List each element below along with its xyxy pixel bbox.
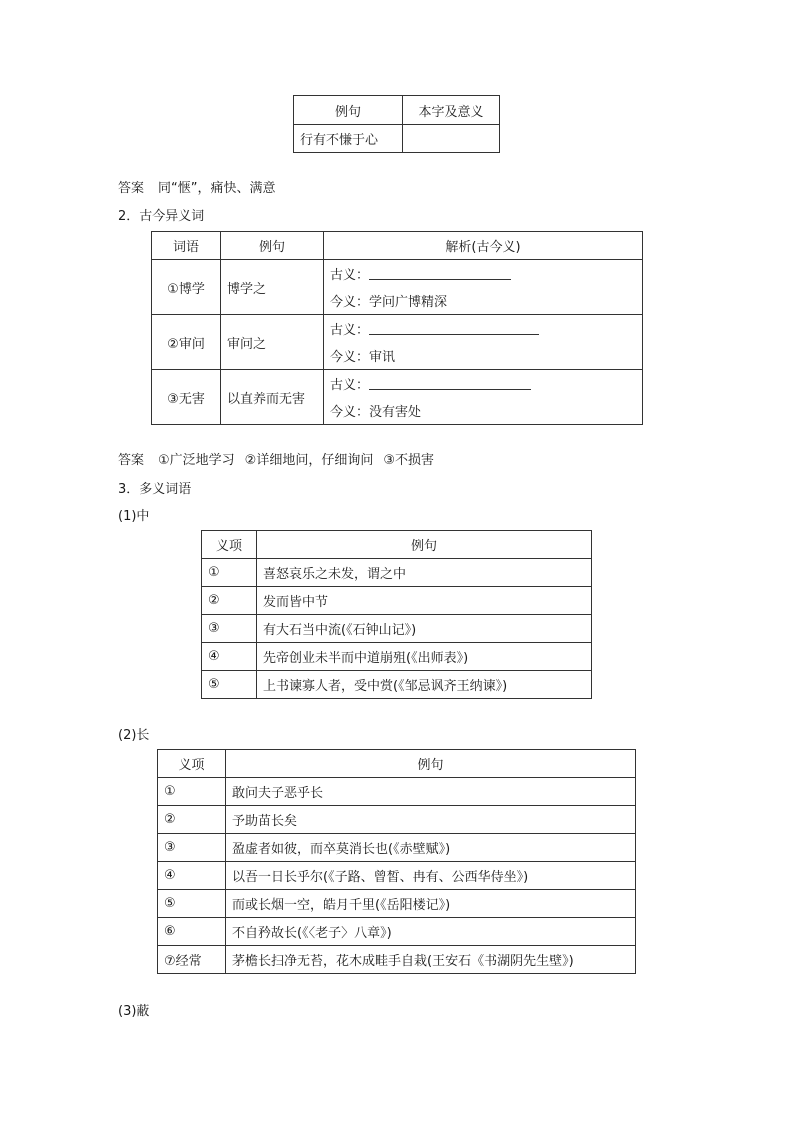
table-cell — [403, 125, 500, 153]
table-header: 例句 — [257, 531, 592, 559]
section-title: 2．古今异义词 — [118, 209, 205, 224]
table-cell: 予助苗长矣 — [226, 806, 636, 834]
table-header: 本字及意义 — [403, 96, 500, 125]
table-row — [202, 559, 592, 587]
table-row — [152, 370, 643, 425]
answer-label: 答案 — [118, 453, 145, 468]
subsection-title: (3)蔽 — [118, 1004, 150, 1019]
table-cell: ⑤ — [158, 890, 226, 918]
table-cell — [324, 315, 643, 370]
table-cell: 茅檐长扫净无苔，花木成畦手自栽(王安石《书湖阴先生壁》) — [226, 946, 636, 974]
table-cell: 有大石当中流(《石钟山记》) — [257, 615, 592, 643]
table-row — [152, 260, 643, 315]
answer-1 — [118, 177, 276, 196]
gu-label: 古义： — [330, 378, 370, 393]
table-row — [202, 671, 592, 699]
table-header: 义项 — [158, 750, 226, 778]
table-row — [202, 615, 592, 643]
table-cell: 不自矜故长(《〈老子〉八章》) — [226, 918, 636, 946]
chang-table — [157, 749, 636, 974]
table-cell: ② — [202, 587, 257, 615]
gu-label: 古义： — [330, 268, 370, 283]
table-cell: 敢问夫子恶乎长 — [226, 778, 636, 806]
table-cell: 博学之 — [221, 260, 324, 315]
table-cell: 以吾一日长乎尔(《子路、曾皙、冉有、公西华侍坐》) — [226, 862, 636, 890]
table-cell: ①博学 — [152, 260, 221, 315]
subsection-title: (1)中 — [118, 509, 150, 524]
answer-text: 同“惬”，痛快、满意 — [158, 181, 276, 196]
table-header: 解析(古今义) — [324, 232, 643, 260]
table-cell: 审问之 — [221, 315, 324, 370]
table-header: 义项 — [202, 531, 257, 559]
table-row — [158, 778, 636, 806]
table-cell: ③无害 — [152, 370, 221, 425]
section-title: 3．多义词语 — [118, 482, 192, 497]
jin-text: 今义：审讯 — [330, 350, 396, 365]
gujin-table — [151, 231, 643, 425]
table-cell: ② — [158, 806, 226, 834]
table-header: 词语 — [152, 232, 221, 260]
table-cell: 以直养而无害 — [221, 370, 324, 425]
answer-item: ①广泛地学习 — [158, 453, 235, 468]
table-row — [202, 587, 592, 615]
answer-blank — [369, 322, 539, 335]
table-cell — [324, 260, 643, 315]
table-cell: ③ — [202, 615, 257, 643]
answer-label: 答案 — [118, 181, 145, 196]
table-row — [152, 315, 643, 370]
table-row — [158, 806, 636, 834]
table-cell: ⑤ — [202, 671, 257, 699]
table-cell: ②审问 — [152, 315, 221, 370]
table-cell: 行有不慊于心 — [294, 125, 403, 153]
answer-blank — [369, 267, 511, 280]
tongjia-table — [293, 95, 500, 153]
gu-label: 古义： — [330, 323, 370, 338]
answer-item: ③不损害 — [383, 453, 434, 468]
table-row — [158, 834, 636, 862]
table-row — [202, 643, 592, 671]
jin-text: 今义：没有害处 — [330, 405, 422, 420]
table-header: 例句 — [294, 96, 403, 125]
table-header: 例句 — [221, 232, 324, 260]
table-cell: 先帝创业未半而中道崩殂(《出师表》) — [257, 643, 592, 671]
table-cell: 而或长烟一空，皓月千里(《岳阳楼记》) — [226, 890, 636, 918]
table-cell: ⑥ — [158, 918, 226, 946]
answer-item: ②详细地问，仔细询问 — [244, 453, 374, 468]
answer-blank — [369, 377, 531, 390]
table-cell: ⑦经常 — [158, 946, 226, 974]
table-cell: 发而皆中节 — [257, 587, 592, 615]
table-cell — [324, 370, 643, 425]
table-row — [158, 862, 636, 890]
table-cell: 喜怒哀乐之未发，谓之中 — [257, 559, 592, 587]
table-cell: ④ — [158, 862, 226, 890]
table-cell: ① — [158, 778, 226, 806]
table-cell: ① — [202, 559, 257, 587]
table-cell: ④ — [202, 643, 257, 671]
table-cell: 上书谏寡人者，受中赏(《邹忌讽齐王纳谏》) — [257, 671, 592, 699]
answer-2 — [118, 449, 434, 468]
table-cell: ③ — [158, 834, 226, 862]
table-row — [158, 890, 636, 918]
jin-text: 今义：学问广博精深 — [330, 295, 448, 310]
table-row — [158, 918, 636, 946]
zhong-table — [201, 530, 592, 699]
table-cell: 盈虚者如彼，而卒莫消长也(《赤壁赋》) — [226, 834, 636, 862]
table-header: 例句 — [226, 750, 636, 778]
table-row — [158, 946, 636, 974]
subsection-title: (2)长 — [118, 728, 150, 743]
